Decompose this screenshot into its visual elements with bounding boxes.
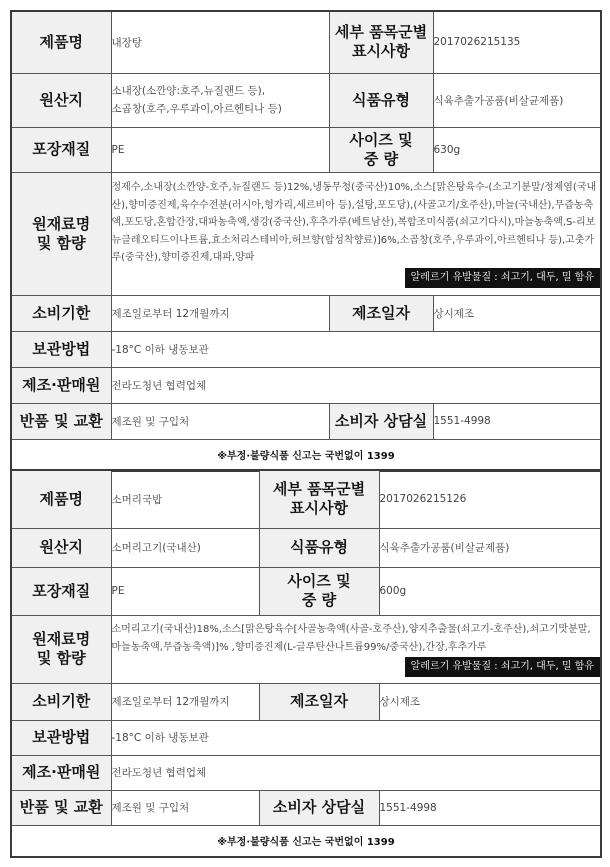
value-maker: 전라도청년 협력업체 [111,755,601,790]
row-packaging [11,567,601,615]
label-size: 사이즈 및 중 량 [259,567,379,615]
value-phone: 1551-4998 [379,790,601,825]
label-maker: 제조·판매원 [11,755,111,790]
value-ingredients: 소머리고기(국내산)18%,소스[맑은탕육수[사골농축액(사골-호주산),양지추출물(쇠고기-호주산),쇠고기맛분말,마늘농축액,무즙농축액)]% ,향미증진제(L-글루탄산나트륨99%/중국산),간장,후추가루 [111,624,591,653]
value-origin: 소내장(소깐양:호주,뉴질랜드 등), 소곱창(호주,우루과이,아르헨티나 등) [111,73,329,127]
value-ingredients: 정제수,소내장(소깐양-호주,뉴질랜드 등)12%,냉동무청(중국산)10%,소스[맑은탕육수-(소고기분말/정제염(국내산),향미증진제,육수수전분(러시아,헝가리,세르비아 등),설탕,포도당),(사골고기/호주산),마늘(국내산),무즙농축액,포도당,혼합간장,대파농축액,생강(중국산),후추가루(베트남산),복합조미식품(쇠고기다시),마늘농축액,S-리보뉴클레오티드이나트륨,효소처리스테비아,허브향(합성착향료)]6%,소곱창(호주,우루과이,아르헨티나 등),고춧가루(중국산),향미증진제,대파,양파 [111,182,597,264]
label-mfg-date: 제조일자 [259,683,379,720]
report-notice: ※부정·불량식품 신고는 국번없이 1399 [11,825,601,857]
row-maker [11,367,601,403]
label-storage: 보관방법 [11,331,111,367]
label-expiry: 소비기한 [11,295,111,331]
label-category: 세부 품목군별 표시사항 [259,470,379,528]
label-consult: 소비자 상담실 [329,403,433,439]
row-storage [11,331,601,367]
label-food-type: 식품유형 [259,528,379,567]
value-origin: 소머리고기(국내산) [111,528,259,567]
label-returns: 반품 및 교환 [11,790,111,825]
value-storage: -18°C 이하 냉동보관 [111,720,601,755]
row-returns [11,403,601,439]
report-notice: ※부정·불량식품 신고는 국번없이 1399 [11,439,601,471]
ingredients-cell [111,615,601,683]
row-expiry [11,683,601,720]
row-product-name [11,11,601,73]
row-origin [11,528,601,567]
label-food-type: 식품유형 [329,73,433,127]
row-ingredients [11,172,601,295]
value-food-type: 식육추출가공품(비살균제품) [379,528,601,567]
label-origin: 원산지 [11,73,111,127]
label-category: 세부 품목군별 표시사항 [329,11,433,73]
value-food-type: 식육추출가공품(비살균제품) [433,73,601,127]
row-returns [11,790,601,825]
ingredients-cell [111,172,601,295]
label-packaging: 포장재질 [11,567,111,615]
value-weight: 600g [379,567,601,615]
label-storage: 보관방법 [11,720,111,755]
value-expiry: 제조일로부터 12개월까지 [111,295,329,331]
value-mfg-date: 상시제조 [433,295,601,331]
row-storage [11,720,601,755]
value-returns: 제조원 및 구입처 [111,403,329,439]
value-category-code: 2017026215126 [379,470,601,528]
label-mfg-date: 제조일자 [329,295,433,331]
label-expiry: 소비기한 [11,683,111,720]
row-origin [11,73,601,127]
value-weight: 630g [433,127,601,172]
row-ingredients [11,615,601,683]
label-ingredients: 원재료명 및 함량 [11,172,111,295]
value-storage: -18°C 이하 냉동보관 [111,331,601,367]
label-maker: 제조·판매원 [11,367,111,403]
row-footer [11,439,601,471]
label-packaging: 포장재질 [11,127,111,172]
value-phone: 1551-4998 [433,403,601,439]
value-product-name: 내장탕 [111,11,329,73]
value-packaging: PE [111,127,329,172]
row-expiry [11,295,601,331]
row-maker [11,755,601,790]
value-expiry: 제조일로부터 12개월까지 [111,683,259,720]
label-returns: 반품 및 교환 [11,403,111,439]
product-info-table-2 [10,469,602,858]
allergy-badge: 알레르기 유발물질 : 쇠고기, 대두, 밀 함유 [405,268,600,288]
value-maker: 전라도청년 협력업체 [111,367,601,403]
label-origin: 원산지 [11,528,111,567]
value-packaging: PE [111,567,259,615]
label-size: 사이즈 및 중 량 [329,127,433,172]
value-product-name: 소머리국밥 [111,470,259,528]
label-consult: 소비자 상담실 [259,790,379,825]
label-product-name: 제품명 [11,470,111,528]
allergy-badge: 알레르기 유발물질 : 쇠고기, 대두, 밀 함유 [405,657,600,677]
label-ingredients: 원재료명 및 함량 [11,615,111,683]
product-info-table-1 [10,10,602,472]
row-packaging [11,127,601,172]
value-category-code: 2017026215135 [433,11,601,73]
value-returns: 제조원 및 구입처 [111,790,259,825]
row-footer [11,825,601,857]
value-mfg-date: 상시제조 [379,683,601,720]
row-product-name [11,470,601,528]
label-product-name: 제품명 [11,11,111,73]
